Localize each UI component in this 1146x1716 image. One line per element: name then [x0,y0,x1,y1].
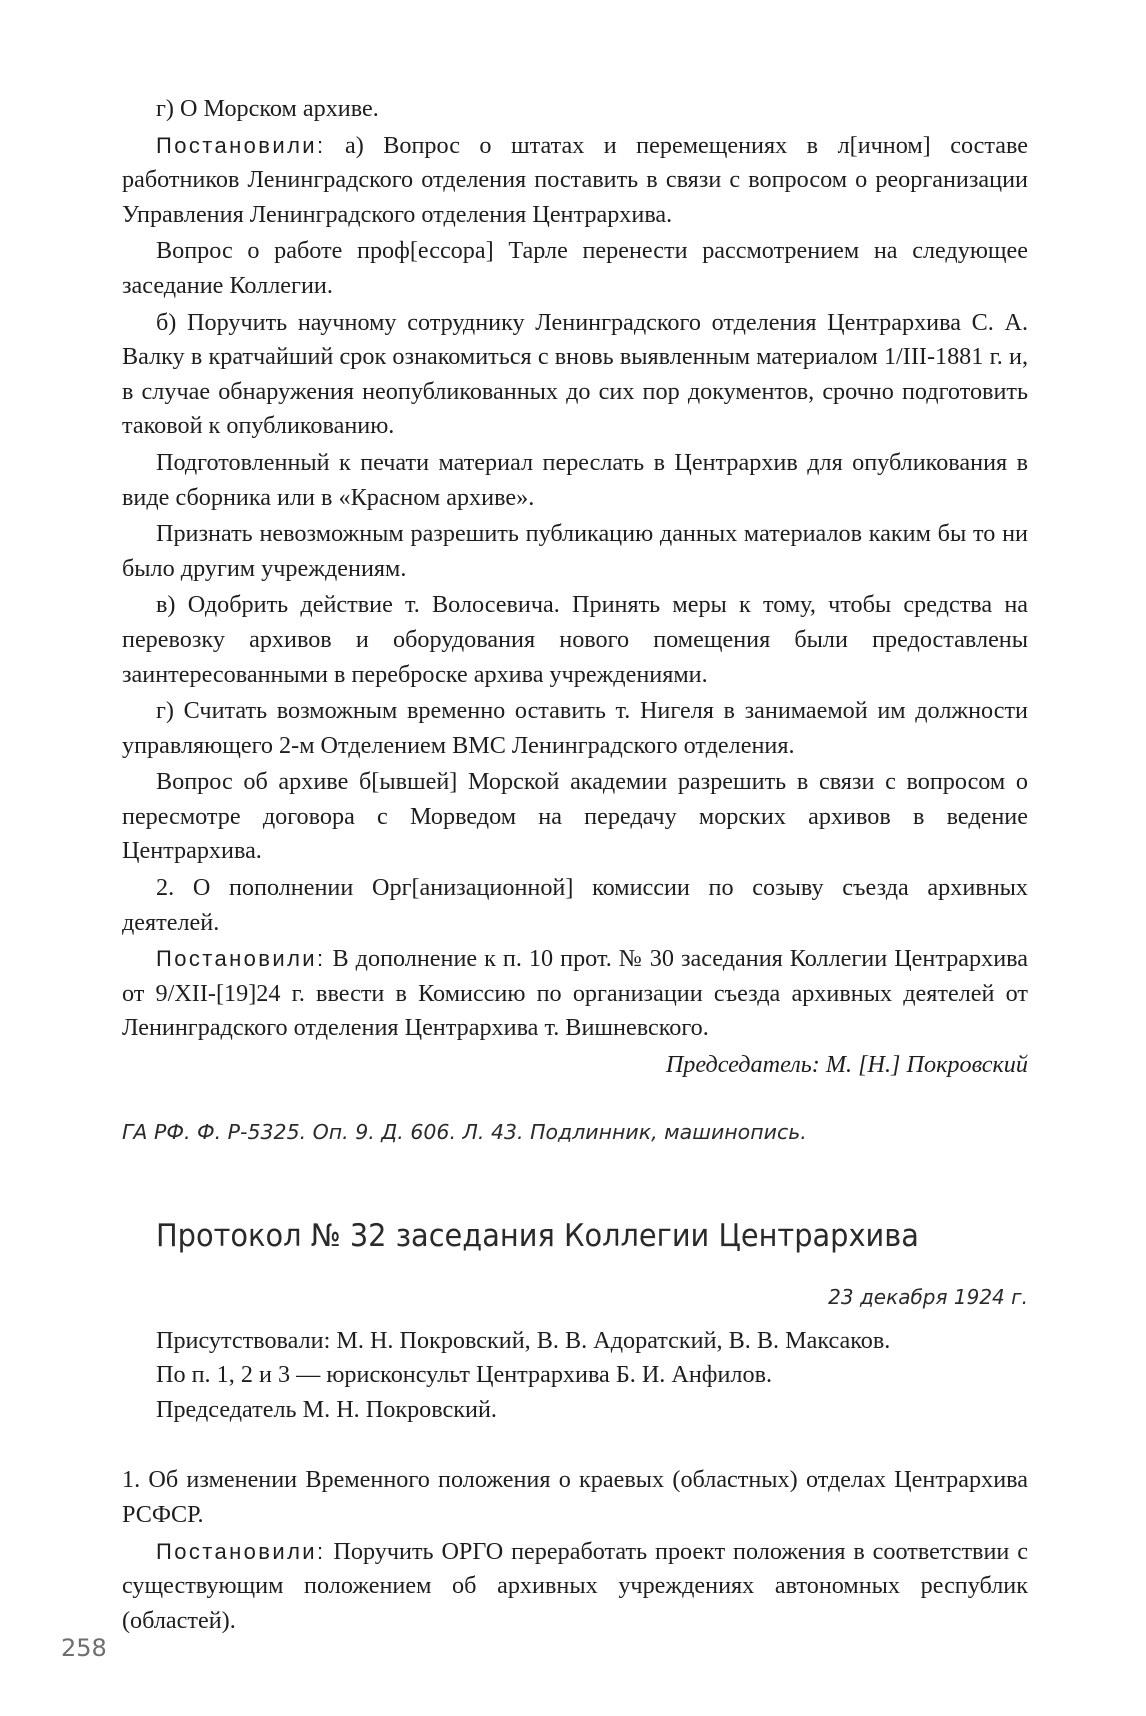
chairman-signature: Председатель: М. [Н.] Покровский [665,1051,1028,1079]
agenda-item-1: 1. Об изменении Временного положения о краевых (областных) отделах Центрархива РСФСР. [122,1466,1028,1528]
resolved-label: Постановили: [156,1538,326,1564]
paragraph-commission: 2. О пополнении Орг[анизационной] комиссии по созыву съезда архивных деятелей. [122,874,1028,936]
attendance-present: Присутствовали: М. Н. Покровский, В. В. Адоратский, В. В. Максаков. [156,1326,891,1354]
page-number: 258 [61,1634,107,1662]
resolved-a-text: а) Вопрос о штатах и перемещениях в л[ичном] составе работников Ленинградского отделения поставить в связи с вопросом о реорганизации Управления Ленинградского отделения Центрархива. [122,131,1028,228]
archive-source-note: ГА РФ. Ф. Р-5325. Оп. 9. Д. 606. Л. 43. Подлинник, машинопись. [122,1119,807,1144]
resolved-label: Постановили: [156,946,326,972]
paragraph-prohibition: Признать невозможным разрешить публикацию данных материалов каким бы то ни было другим учреждениям. [122,520,1028,582]
paragraph-resolved-b: б) Поручить научному сотруднику Ленинградского отделения Центрархива С. А. Валку в кратчайший срок ознакомиться с вновь выявленным материалом 1/III-1881 г. и, в случае обнаружения неопубликованных до сих пор документов, срочно подготовить таковой к опубликованию. [122,308,1028,440]
resolved-orgo-text: Поручить ОРГО переработать проект положения в соответствии с существующим положением об архивных учреждениях автономных республик (областей). [122,1537,1028,1634]
paragraph-publication: Подготовленный к печати материал переслать в Центрархив для опубликования в виде сборника или в «Красном архиве». [122,448,1028,511]
paragraph-resolved-g: г) Считать возможным временно оставить т. Нигеля в занимаемой им должности управляющего 2-м Отделением ВМС Ленинградского отделения. [122,697,1028,759]
resolved-label: Постановили: [156,132,326,158]
paragraph-resolved-a [122,129,1028,233]
protocol-heading: Протокол № 32 заседания Коллегии Центрархива [156,1217,919,1254]
paragraph-resolved-v: в) Одобрить действие т. Волосевича. Принять меры к тому, чтобы средства на перевозку архивов и оборудования нового помещения были предоставлены заинтересованными в переброске архива учреждениями. [122,591,1028,688]
document-page [122,92,1028,1640]
paragraph-naval-archive: г) О Морском архиве. [156,95,379,122]
attendance-legal-advisor: По п. 1, 2 и 3 — юрисконсульт Центрархива Б. И. Анфилов. [156,1361,773,1389]
attendance-chairman: Председатель М. Н. Покровский. [156,1395,497,1423]
paragraph-naval-academy: Вопрос об архиве б[ывшей] Морской академии разрешить в связи с вопросом о пересмотре договора с Морведом на передачу морских архивов в ведение Центрархива. [122,768,1028,865]
paragraph-resolved-commission [122,942,1028,1046]
protocol-date: 23 декабря 1924 г. [828,1284,1028,1309]
paragraph-resolved-orgo [122,1535,1028,1639]
paragraph-tarle: Вопрос о работе проф[ессора] Тарле перенести рассмотрением на следующее заседание Коллегии. [122,237,1028,299]
attendance-block [156,1324,1028,1428]
resolved-commission-text: В дополнение к п. 10 прот. № 30 заседания Коллегии Центрархива от 9/XII-[19]24 г. ввести в Комиссию по организации съезда архивных деятелей от Ленинградского отделения Центрархива т. Вишневского. [122,945,1028,1042]
